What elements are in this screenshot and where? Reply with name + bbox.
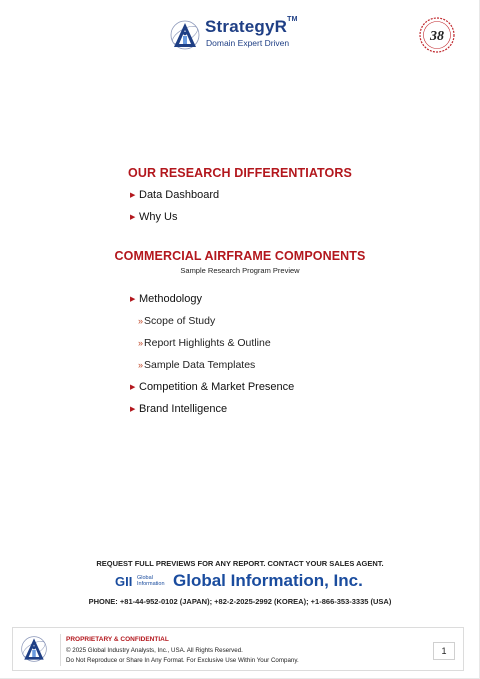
brand-tagline: Domain Expert Driven bbox=[206, 38, 290, 48]
report-subheading: Sample Research Program Preview bbox=[180, 266, 300, 275]
double-chevron-icon: » bbox=[138, 316, 144, 326]
anniversary-seal-icon bbox=[418, 16, 456, 54]
brand-intelligence-link[interactable]: ▶ Brand Intelligence bbox=[130, 403, 228, 415]
phone-numbers: PHONE: +81-44-952-0102 (JAPAN); +82-2-2025-2992 (KOREA); +1-866-353-3335 (USA) bbox=[88, 597, 392, 606]
request-previews-line: REQUEST FULL PREVIEWS FOR ANY REPORT. CONTACT YOUR SALES AGENT. bbox=[96, 559, 384, 568]
sample-data-templates-link[interactable]: »Sample Data Templates bbox=[138, 359, 256, 371]
strategyr-logo bbox=[168, 16, 328, 52]
badge-number: 38 bbox=[430, 29, 444, 44]
page-number: 1 bbox=[433, 642, 455, 660]
report-heading: COMMERCIAL AIRFRAME COMPONENTS bbox=[114, 249, 366, 263]
arrow-right-icon: ▶ bbox=[130, 214, 136, 221]
scope-of-study-link[interactable]: »Scope of Study bbox=[138, 315, 216, 327]
why-us-link[interactable]: ▶ Why Us bbox=[130, 211, 178, 223]
company-name: Global Information, Inc. bbox=[173, 571, 363, 590]
gii-logo bbox=[115, 570, 375, 594]
reproduction-notice: Do Not Reproduce or Share In Any Format. For Exclusive Use Within Your Company. bbox=[66, 657, 299, 664]
double-chevron-icon: » bbox=[138, 360, 144, 370]
arrow-right-icon: ▶ bbox=[130, 406, 136, 413]
double-chevron-icon: » bbox=[138, 338, 144, 348]
copyright-text: © 2025 Global Industry Analysts, Inc., USA. All Rights Reserved. bbox=[66, 647, 243, 654]
arrow-right-icon: ▶ bbox=[130, 384, 136, 391]
differentiators-heading: OUR RESEARCH DIFFERENTIATORS bbox=[128, 166, 352, 180]
brand-name: StrategyR™ bbox=[205, 16, 298, 36]
gii-small-text: Global Information bbox=[137, 575, 165, 587]
strategyr-emblem-icon bbox=[19, 634, 49, 664]
confidential-label: PROPRIETARY & CONFIDENTIAL bbox=[66, 636, 169, 643]
methodology-link[interactable]: ▶ Methodology bbox=[130, 293, 202, 305]
arrow-right-icon: ▶ bbox=[130, 296, 136, 303]
report-highlights-link[interactable]: »Report Highlights & Outline bbox=[138, 337, 271, 349]
gii-mark: GII bbox=[115, 574, 133, 589]
strategyr-emblem-icon bbox=[168, 18, 202, 52]
footer-bar bbox=[12, 627, 464, 671]
footer-divider bbox=[60, 634, 61, 666]
data-dashboard-link[interactable]: ▶ Data Dashboard bbox=[130, 189, 220, 201]
competition-market-presence-link[interactable]: ▶ Competition & Market Presence bbox=[130, 381, 295, 393]
arrow-right-icon: ▶ bbox=[130, 192, 136, 199]
